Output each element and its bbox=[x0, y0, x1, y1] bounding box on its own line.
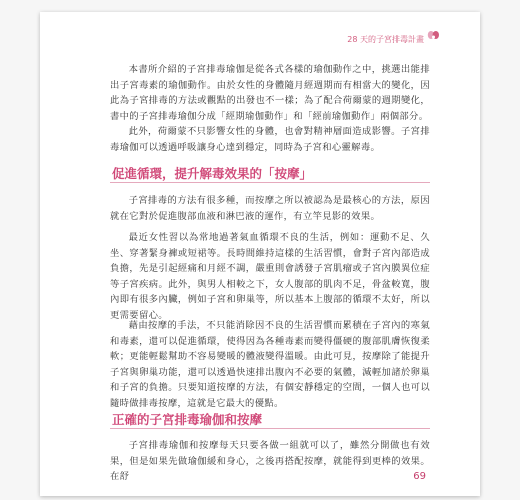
page-number: 69 bbox=[413, 471, 426, 482]
body-paragraph: 子宮排毒瑜伽和按摩每天只要各做一組就可以了，雖然分開做也有效果，但是如果先做瑜伽緩和身心，之後再搭配按摩，就能得到更棒的效果。在舒 bbox=[110, 440, 430, 483]
body-paragraph: 此外，荷爾蒙不只影響女性的身體，也會對精神層面造成影響。子宮排毒瑜伽可以透過呼吸讓身心達到穩定，同時為子宮和心靈解毒。 bbox=[110, 126, 430, 153]
body-paragraph: 藉由按摩的手法，不只能消除因不良的生活習慣而累積在子宮內的寒氣和毒素，還可以促進循環，使得因為各種毒素而變得僵硬的腹部肌膚恢復柔軟；更能輕鬆幫助不容易變暖的體液變得溫暖。由此可見，按摩除了能提升子宮與卵巢功能，還可以透過快速排出腹內不必要的氣體，減輕加諸於卵巢和子宮的負擔。只要知道按摩的方法，有個安靜穩定的空間，一個人也可以隨時做排毒按摩，這就是它最大的優點。 bbox=[110, 320, 430, 409]
running-header: 28 天的子宮排毒計畫 bbox=[347, 35, 424, 44]
pink-floral-icon bbox=[427, 30, 440, 41]
section-heading: 促進循環，提升解毒效果的「按摩」 bbox=[112, 166, 313, 181]
body-paragraph: 最近女性習以為常地過著氣血循環不良的生活，例如：運動不足、久坐、穿著緊身褲或短裙等。長時間維持這樣的生活習慣，會對子宮內部造成負擔，先是引起經痛和月經不調，嚴重則會誘發子宮肌瘤或子宮內膜異位症等子宮疾病。此外，與男人相較之下，女人腹部的肌肉不足，骨盆較寬，腹內即有很多內臟，例如子宮和卵巢等，所以基本上腹部的循環不太好，所以更需要留心。 bbox=[110, 232, 430, 321]
section-heading: 正確的子宮排毒瑜伽和按摩 bbox=[112, 412, 263, 427]
body-paragraph: 子宮排毒的方法有很多種，而按摩之所以被認為是最核心的方法，原因就在它對於促進腹部血液和淋巴液的運作，有立竿見影的效果。 bbox=[110, 195, 430, 222]
heading-underline bbox=[110, 182, 430, 183]
body-paragraph: 本書所介紹的子宮排毒瑜伽是從各式各樣的瑜伽動作之中，挑選出能排出子宮毒素的瑜伽動作。由於女性的身體隨月經週期而有相當大的變化，因此為子宮排毒的方法或觀點的出發也不一樣；為了配合荷爾蒙的週期變化，書中的子宮排毒瑜伽分成「經期瑜伽動作」和「經前瑜伽動作」兩個部分。 bbox=[110, 64, 430, 122]
book-page bbox=[40, 12, 480, 496]
heading-underline bbox=[110, 428, 430, 429]
